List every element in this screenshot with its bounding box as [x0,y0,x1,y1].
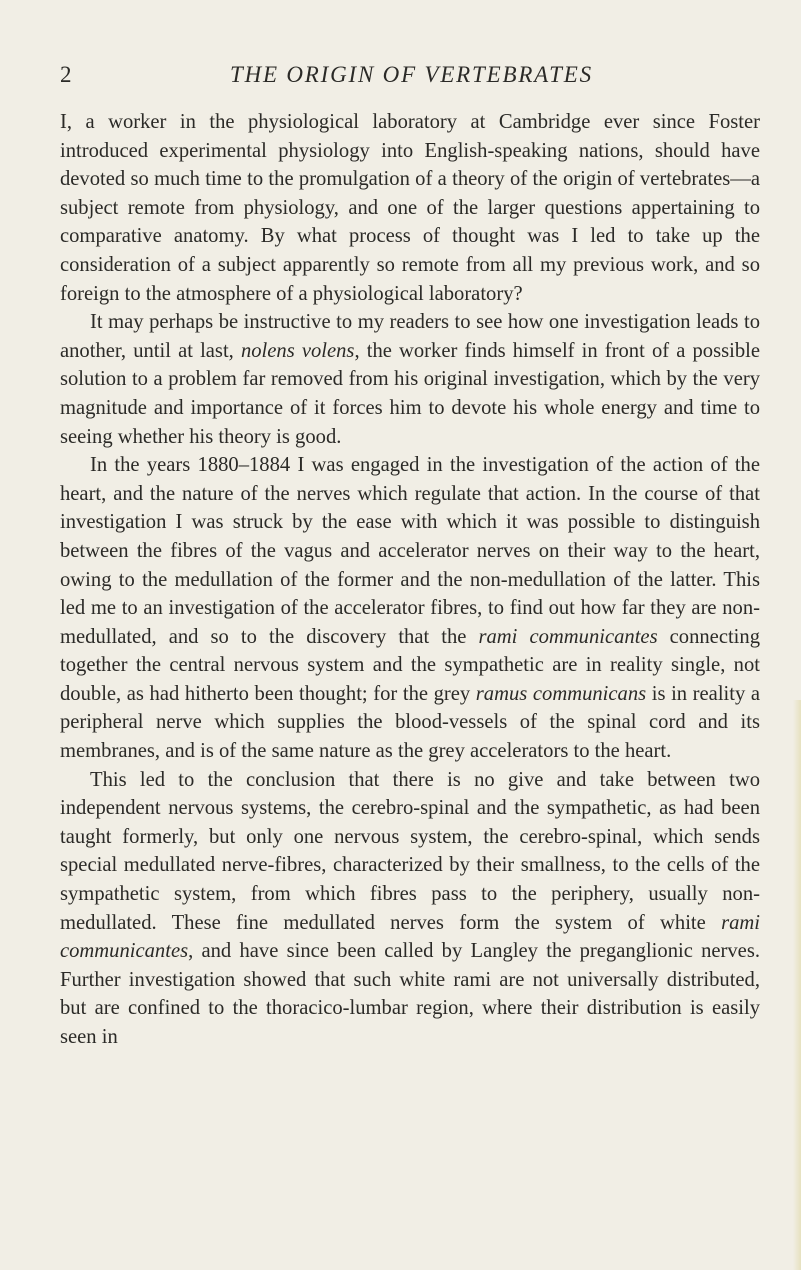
term-rami-communicantes-2: rami communicantes [60,911,760,963]
paragraph-3-text-b: connecting together the central nervous system and the sympathetic are in reality single, not double, as had hitherto been thought; for the grey [60,625,760,705]
running-head: THE ORIGIN OF VERTEBRATES [230,62,593,87]
page-number: 2 [60,62,72,87]
paragraph-3-text-c: is in reality a peripheral nerve which supplies the blood-vessels of the spinal cord and its membranes, and is of the same nature as the grey accelerators to the heart. [60,682,761,763]
paragraph-2-text-a: It may perhaps be instructive to my readers to see how one investigation leads to another, until at last, [60,311,760,362]
paragraph-4 [60,766,760,1052]
latin-phrase-nolens-volens: nolens volens [240,339,355,362]
paragraph-1 [60,108,760,308]
paragraph-3-text-a: In the years 1880–1884 I was engaged in the investigation of the action of the heart, and the nature of the nerves which regulate that action. In the course of that investigation I was struck by the ease with which it was possible to distinguish between the fibres of the vagus and accelerator nerves on their way to the heart, owing to the medullation of the former and the non-medullation of the latter. This led me to an investigation of the accelerator fibres, to find out how far they are non-medullated, and so to the discovery that the [60,454,760,648]
term-rami-communicantes: rami communicantes [478,625,658,648]
paragraph-4-text-b: , and have since been called by Langley the preganglionic nerves. Further investigation showed that such white rami are not universally distributed, but are confined to the thoracico-lumbar region, where their distribution is easily seen in [60,940,760,1048]
paragraph-2 [60,308,760,451]
term-ramus-communicans: ramus communicans [475,682,647,705]
paragraph-1-text: I, a worker in the physiological laboratory at Cambridge ever since Foster introduced experimental physiology into English-speaking nations, should have devoted so much time to the promulgation of a theory of the origin of vertebrates—a subject remote from physiology, and one of the larger questions appertaining to comparative anatomy. By what process of thought was I led to take up the consideration of a subject apparently so remote from all my previous work, and so foreign to the atmosphere of a physiological laboratory? [60,111,760,305]
paragraph-2-text-b: , the worker finds himself in front of a possible solution to a problem far removed from his original investigation, which by the very magnitude and importance of it forces him to devote his whole energy and time to seeing whether his theory is good. [60,339,760,448]
page-header [60,62,760,92]
paragraph-4-text-a: This led to the conclusion that there is no give and take between two independent nervous systems, the cerebro-spinal and the sympathetic, as had been taught formerly, but only one nervous system, the cerebro-spinal, which sends special medullated nerve-fibres, characterized by their smallness, to the cells of the sympathetic system, from which fibres pass to the periphery, usually non-medullated. These fine medullated nerves form the system of white [60,768,760,934]
paragraph-3 [60,451,760,766]
body-text [60,108,760,1052]
page-edge-shadow [793,700,801,1270]
